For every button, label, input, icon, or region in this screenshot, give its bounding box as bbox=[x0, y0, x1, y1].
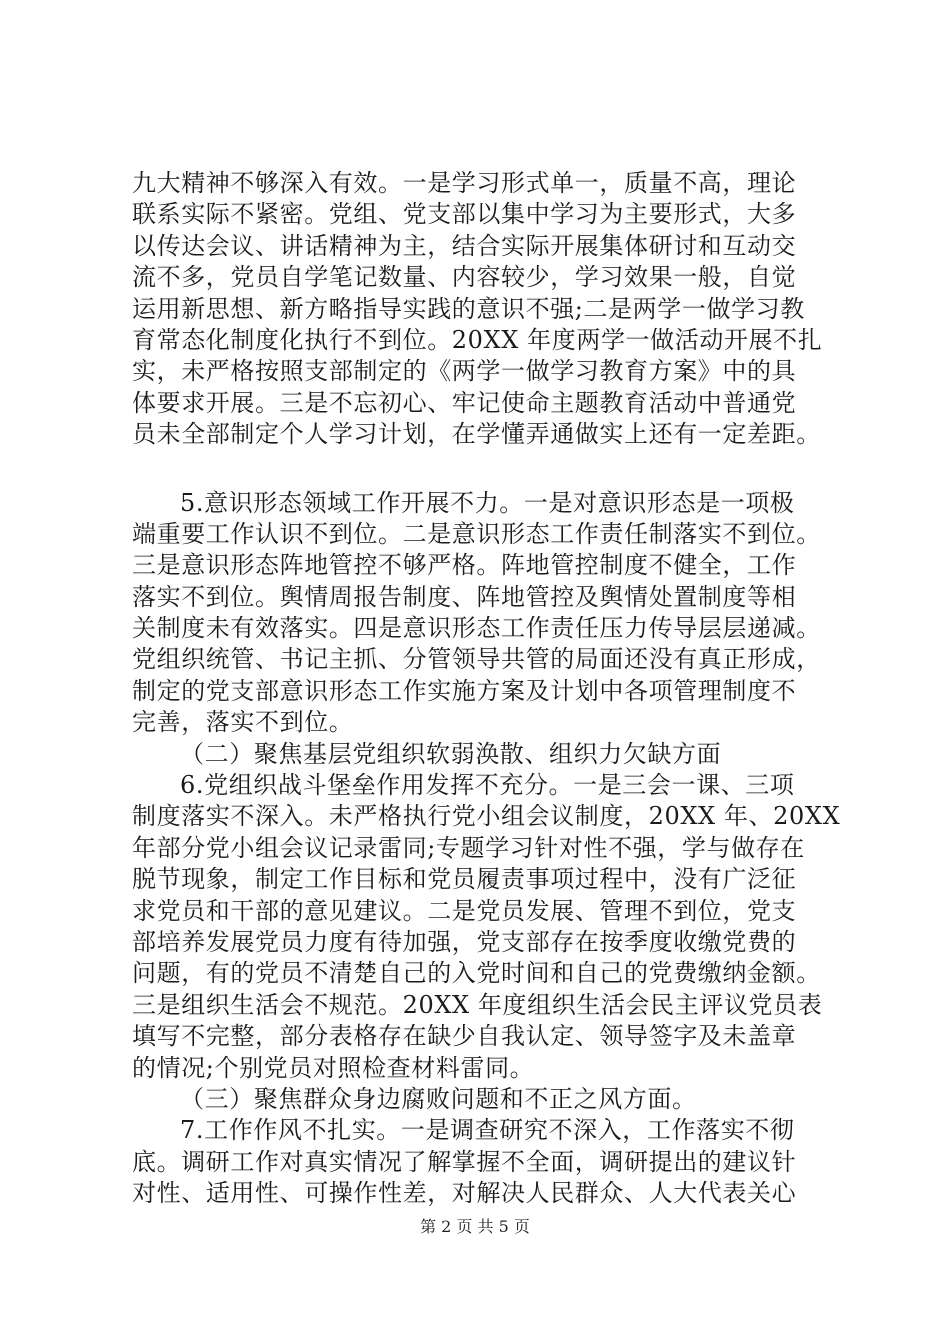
section-heading-grassroots bbox=[132, 739, 832, 770]
text-line: 7.工作作风不扎实。一是调查研究不深入，工作落实不彻 bbox=[180, 1116, 795, 1145]
paragraph-gap bbox=[132, 451, 832, 488]
text-line: 年部分党小组会议记录雷同;专题学习针对性不强，学与做存在 bbox=[132, 833, 805, 862]
text-line: 落实不到位。舆情周报告制度、阵地管控及舆情处置制度等相 bbox=[132, 582, 797, 611]
text-line: 完善，落实不到位。 bbox=[132, 708, 354, 737]
paragraph-ideology-work bbox=[132, 488, 832, 739]
text-line: 关制度未有效落实。四是意识形态工作责任压力传导层层递减。 bbox=[132, 614, 821, 643]
section-heading: （二）聚焦基层党组织软弱涣散、组织力欠缺方面 bbox=[180, 739, 722, 768]
text-line: 党组织统管、书记主抓、分管领导共管的局面还没有真正形成， bbox=[132, 645, 821, 674]
text-line: 制定的党支部意识形态工作实施方案及计划中各项管理制度不 bbox=[132, 676, 797, 705]
paragraph-work-style bbox=[132, 1115, 832, 1209]
text-line: 制度落实不深入。未严格执行党小组会议制度，20XX 年、20XX bbox=[132, 802, 841, 831]
text-line: 的情况;个别党员对照检查材料雷同。 bbox=[132, 1053, 535, 1082]
text-line: 三是组织生活会不规范。20XX 年度组织生活会民主评议党员表 bbox=[132, 990, 823, 1019]
text-line: 流不多，党员自学笔记数量、内容较少，学习效果一般，自觉 bbox=[132, 263, 797, 292]
section-heading: （三）聚焦群众身边腐败问题和不正之风方面。 bbox=[180, 1084, 697, 1113]
page-number-footer: 第 2 页 共 5 页 bbox=[420, 1217, 530, 1236]
text-line: 5.意识形态领域工作开展不力。一是对意识形态是一项极 bbox=[180, 488, 795, 517]
text-line: 九大精神不够深入有效。一是学习形式单一，质量不高，理论 bbox=[132, 169, 797, 197]
text-line: 问题，有的党员不清楚自己的入党时间和自己的党费缴纳金额。 bbox=[132, 959, 821, 988]
document-body bbox=[132, 168, 841, 1210]
text-line: 部培养发展党员力度有待加强，党支部存在按季度收缴党费的 bbox=[132, 927, 797, 956]
text-line: 实，未严格按照支部制定的《两学一做学习教育方案》中的具 bbox=[132, 357, 797, 386]
text-line: 联系实际不紧密。党组、党支部以集中学习为主要形式，大多 bbox=[132, 200, 797, 229]
text-line: 脱节现象，制定工作目标和党员履责事项过程中，没有广泛征 bbox=[132, 865, 797, 894]
text-line: 体要求开展。三是不忘初心、牢记使命主题教育活动中普通党 bbox=[132, 388, 797, 417]
text-line: 填写不完整，部分表格存在缺少自我认定、领导签字及未盖章 bbox=[132, 1022, 797, 1051]
text-line: 端重要工作认识不到位。二是意识形态工作责任制落实不到位。 bbox=[132, 519, 821, 548]
text-line: 运用新思想、新方略指导实践的意识不强;二是两学一做学习教 bbox=[132, 294, 805, 323]
section-heading-corruption bbox=[132, 1084, 832, 1115]
text-line: 求党员和干部的意见建议。二是党员发展、管理不到位，党支 bbox=[132, 896, 797, 925]
paragraph-study-issues bbox=[132, 168, 832, 451]
text-line: 对性、适用性、可操作性差，对解决人民群众、人大代表关心 bbox=[132, 1179, 797, 1208]
text-line: 6.党组织战斗堡垒作用发挥不充分。一是三会一课、三项 bbox=[180, 771, 795, 800]
text-line: 以传达会议、讲话精神为主，结合实际开展集体研讨和互动交 bbox=[132, 231, 797, 260]
text-line: 底。调研工作对真实情况了解掌握不全面，调研提出的建议针 bbox=[132, 1147, 797, 1176]
text-line: 三是意识形态阵地管控不够严格。阵地管控制度不健全，工作 bbox=[132, 551, 797, 580]
text-line: 育常态化制度化执行不到位。20XX 年度两学一做活动开展不扎 bbox=[132, 325, 823, 354]
text-line: 员未全部制定个人学习计划，在学懂弄通做实上还有一定差距。 bbox=[132, 420, 821, 449]
paragraph-party-organization bbox=[132, 770, 841, 1084]
